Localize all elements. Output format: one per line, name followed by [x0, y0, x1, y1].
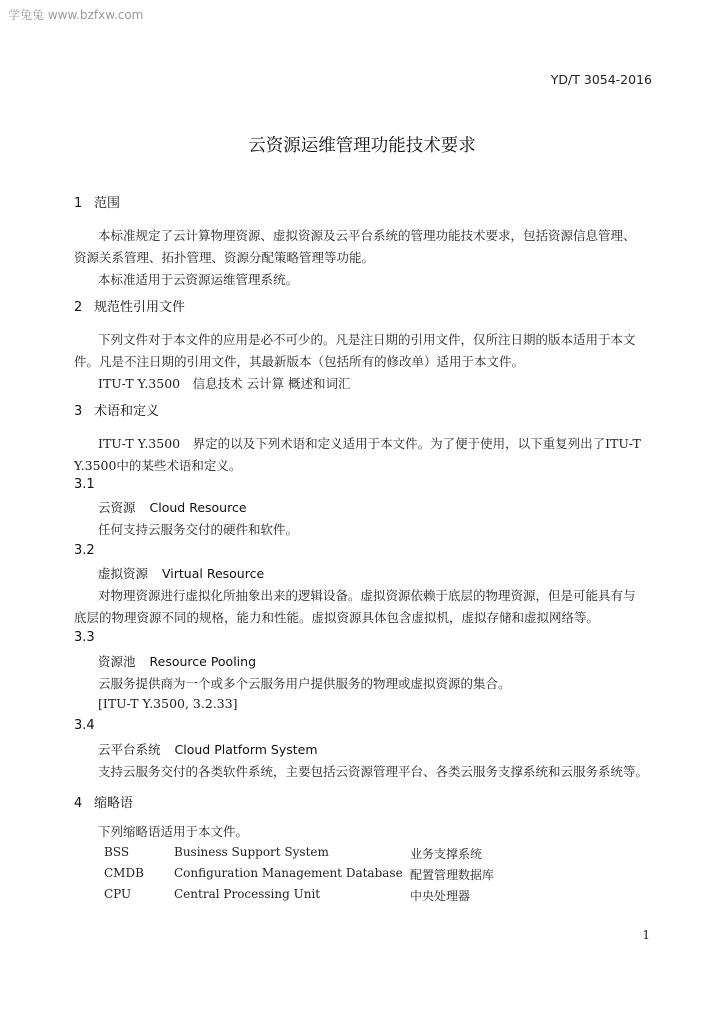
paragraph-line: 件。凡是不注日期的引用文件，其最新版本（包括所有的修改单）适用于本文件。 [74, 354, 525, 369]
definition-line: 支持云服务交付的各类软件系统，主要包括云资源管理平台、各类云服务支撑系统和云服务系统等。 [98, 764, 649, 779]
definition-line: 对物理资源进行虚拟化所抽象出来的逻辑设备。虚拟资源依赖于底层的物理资源，但是可能具有与 [98, 588, 636, 603]
section-number: 1 [74, 196, 83, 211]
abbreviation: CPU [104, 887, 132, 901]
abbreviation-english: Business Support System [174, 845, 329, 859]
watermark: 学兔兔 www.bzfxw.com [8, 8, 144, 22]
section-number: 3 [74, 404, 83, 419]
paragraph-line: 本标准适用于云资源运维管理系统。 [98, 272, 299, 287]
reference-item: ITU-T Y.3500 信息技术 云计算 概述和词汇 [98, 376, 351, 391]
term-en: Resource Pooling [149, 654, 257, 669]
term-zh: 云资源 [98, 500, 136, 515]
term-zh: 资源池 [98, 654, 136, 669]
abbreviation-english: Configuration Management Database [174, 866, 403, 880]
term-zh: 虚拟资源 [98, 566, 149, 581]
term-heading [98, 498, 247, 516]
definition-line: 云服务提供商为一个或多个云服务用户提供服务的物理或虚拟资源的集合。 [98, 676, 511, 691]
paragraph-line: 下列缩略语适用于本文件。 [98, 824, 249, 839]
section-title: 范围 [94, 196, 121, 211]
source-reference: [ITU-T Y.3500, 3.2.33] [98, 696, 238, 711]
subsection-number: 3.2 [74, 543, 95, 558]
paragraph-line: ITU-T Y.3500 界定的以及下列术语和定义适用于本文件。为了便于使用，以下重复列出了ITU-T [98, 436, 641, 451]
abbreviation: CMDB [104, 866, 144, 880]
subsection-number: 3.4 [74, 718, 95, 733]
subsection-number: 3.1 [74, 477, 95, 492]
paragraph-line: Y.3500中的某些术语和定义。 [74, 458, 242, 473]
standard-number: YD/T 3054-2016 [550, 72, 652, 87]
section-1-heading [74, 192, 120, 211]
section-number: 4 [74, 796, 83, 811]
abbreviation-chinese: 配置管理数据库 [410, 868, 495, 882]
section-number: 2 [74, 300, 83, 315]
section-2-heading [74, 296, 185, 315]
paragraph-line: 资源关系管理、拓扑管理、资源分配策略管理等功能。 [74, 250, 375, 265]
subsection-number: 3.3 [74, 630, 95, 645]
definition-line: 底层的物理资源不同的规格，能力和性能。虚拟资源具体包含虚拟机，虚拟存储和虚拟网络等。 [74, 610, 600, 625]
term-en: Cloud Resource [149, 500, 247, 515]
abbreviation-english: Central Processing Unit [174, 887, 321, 901]
term-en: Cloud Platform System [174, 742, 318, 757]
term-heading [98, 652, 256, 670]
term-zh: 云平台系统 [98, 742, 161, 757]
abbreviation-chinese: 中央处理器 [410, 889, 471, 903]
document-title: 云资源运维管理功能技术要求 [248, 136, 476, 156]
page-number: 1 [642, 928, 650, 942]
section-title: 缩略语 [94, 796, 134, 811]
section-4-heading [74, 792, 133, 811]
definition-line: 任何支持云服务交付的硬件和软件。 [98, 522, 299, 537]
abbreviation: BSS [104, 845, 130, 859]
term-heading [98, 564, 264, 582]
section-title: 规范性引用文件 [94, 300, 186, 315]
term-en: Virtual Resource [162, 566, 265, 581]
section-title: 术语和定义 [94, 404, 160, 419]
paragraph-line: 本标准规定了云计算物理资源、虚拟资源及云平台系统的管理功能技术要求，包括资源信息管理、 [98, 228, 636, 243]
abbreviation-chinese: 业务支撑系统 [410, 847, 483, 861]
section-3-heading [74, 400, 159, 419]
term-heading [98, 740, 318, 758]
paragraph-line: 下列文件对于本文件的应用是必不可少的。凡是注日期的引用文件，仅所注日期的版本适用于本文 [98, 332, 636, 347]
